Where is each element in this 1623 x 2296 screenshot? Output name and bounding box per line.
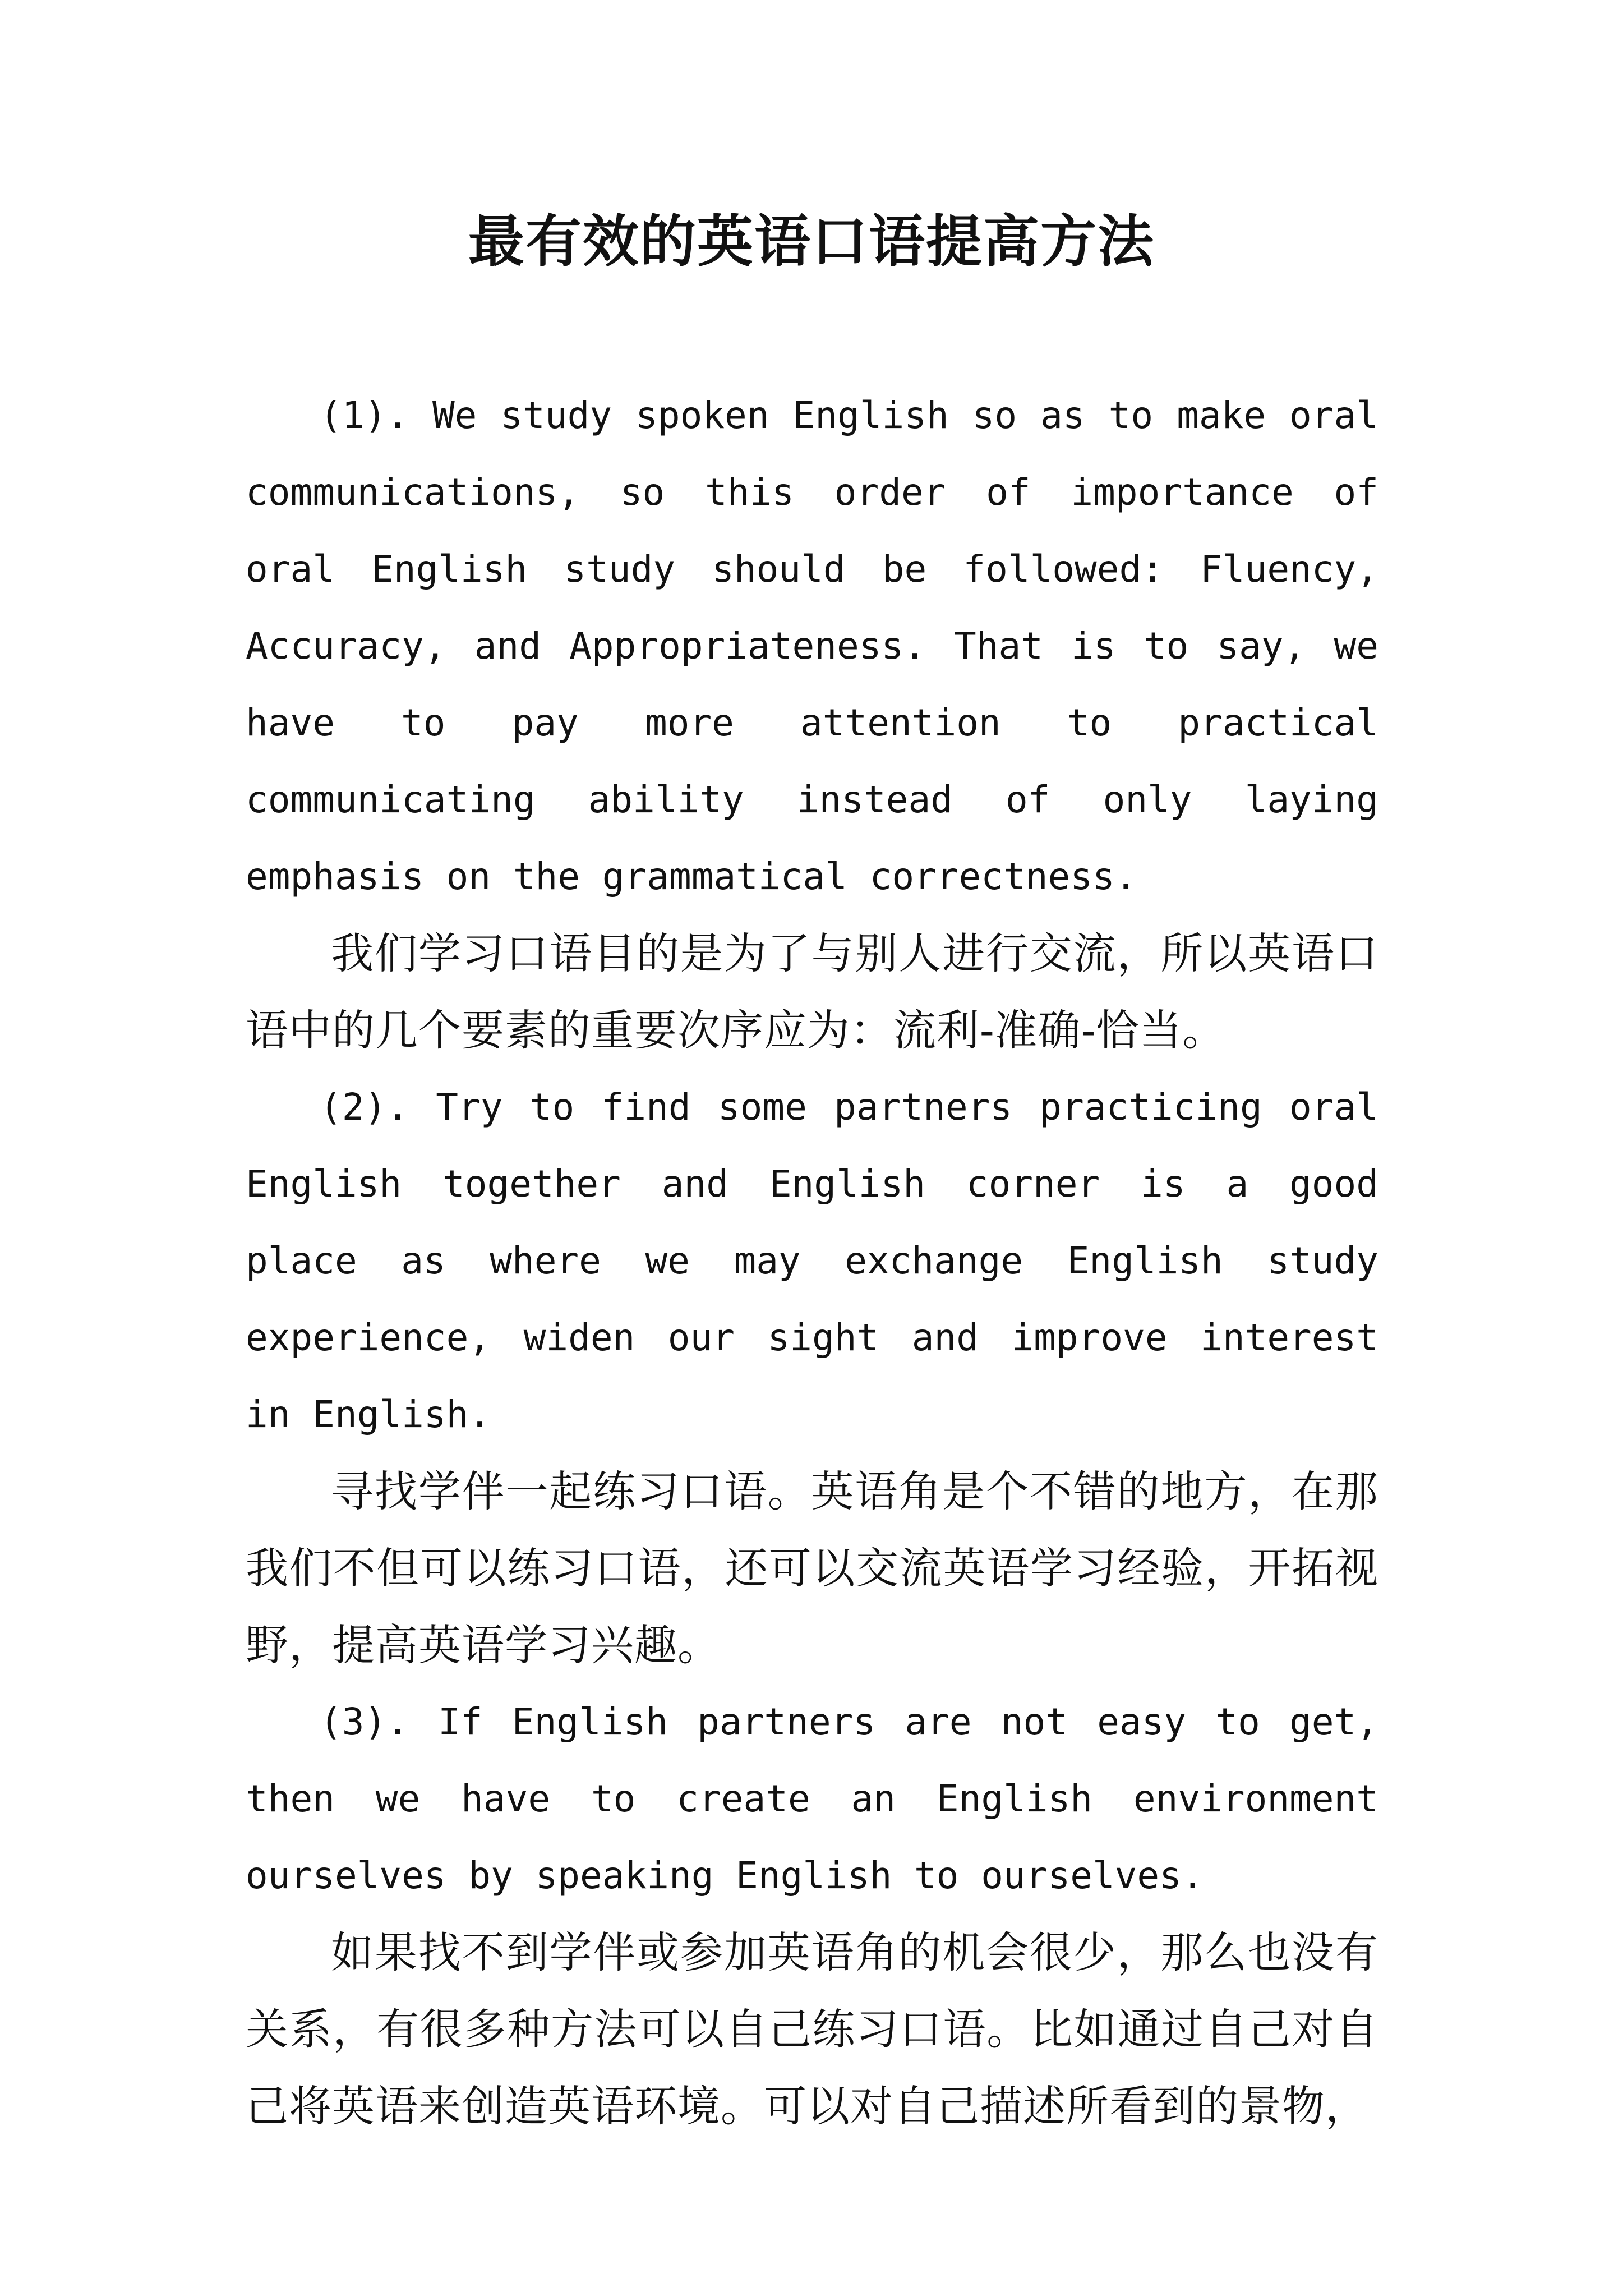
paragraph-2-chinese: 寻找学伴一起练习口语。英语角是个不错的地方，在那我们不但可以练习口语，还可以交流英语学习经验，开拓视野，提高英语学习兴趣。 (246, 1466, 1378, 1670)
paragraph-1-chinese: 我们学习口语目的是为了与别人进行交流，所以英语口语中的几个要素的重要次序应为：流利-准确-恰当。 (246, 928, 1378, 1055)
document-body (246, 377, 1378, 2145)
paragraph-3-chinese: 如果找不到学伴或参加英语角的机会很少，那么也没有关系，有很多种方法可以自己练习口语。比如通过自己对自己将英语来创造英语环境。可以对自己描述所看到的景物， (246, 1927, 1378, 2131)
paragraph-1-english: (1). We study spoken English so as to make oral communications, so this order of importance of oral English study should be followed: Fluency, Accuracy, and Appropriateness. That is to say, we have to pay more attention to practical communicating ability instead of only laying emphasis on the grammatical correctness. (246, 394, 1378, 898)
paragraph-2-english: (2). Try to find some partners practicing oral English together and English corner is a good place as where we may exchange English study experience, widen our sight and improve interest in English. (246, 1085, 1378, 1436)
document-title: 最有效的英语口语提高方法 (468, 208, 1155, 274)
paragraph-3-english: (3). If English partners are not easy to get, then we have to create an English environment ourselves by speaking English to ourselves. (246, 1700, 1378, 1897)
